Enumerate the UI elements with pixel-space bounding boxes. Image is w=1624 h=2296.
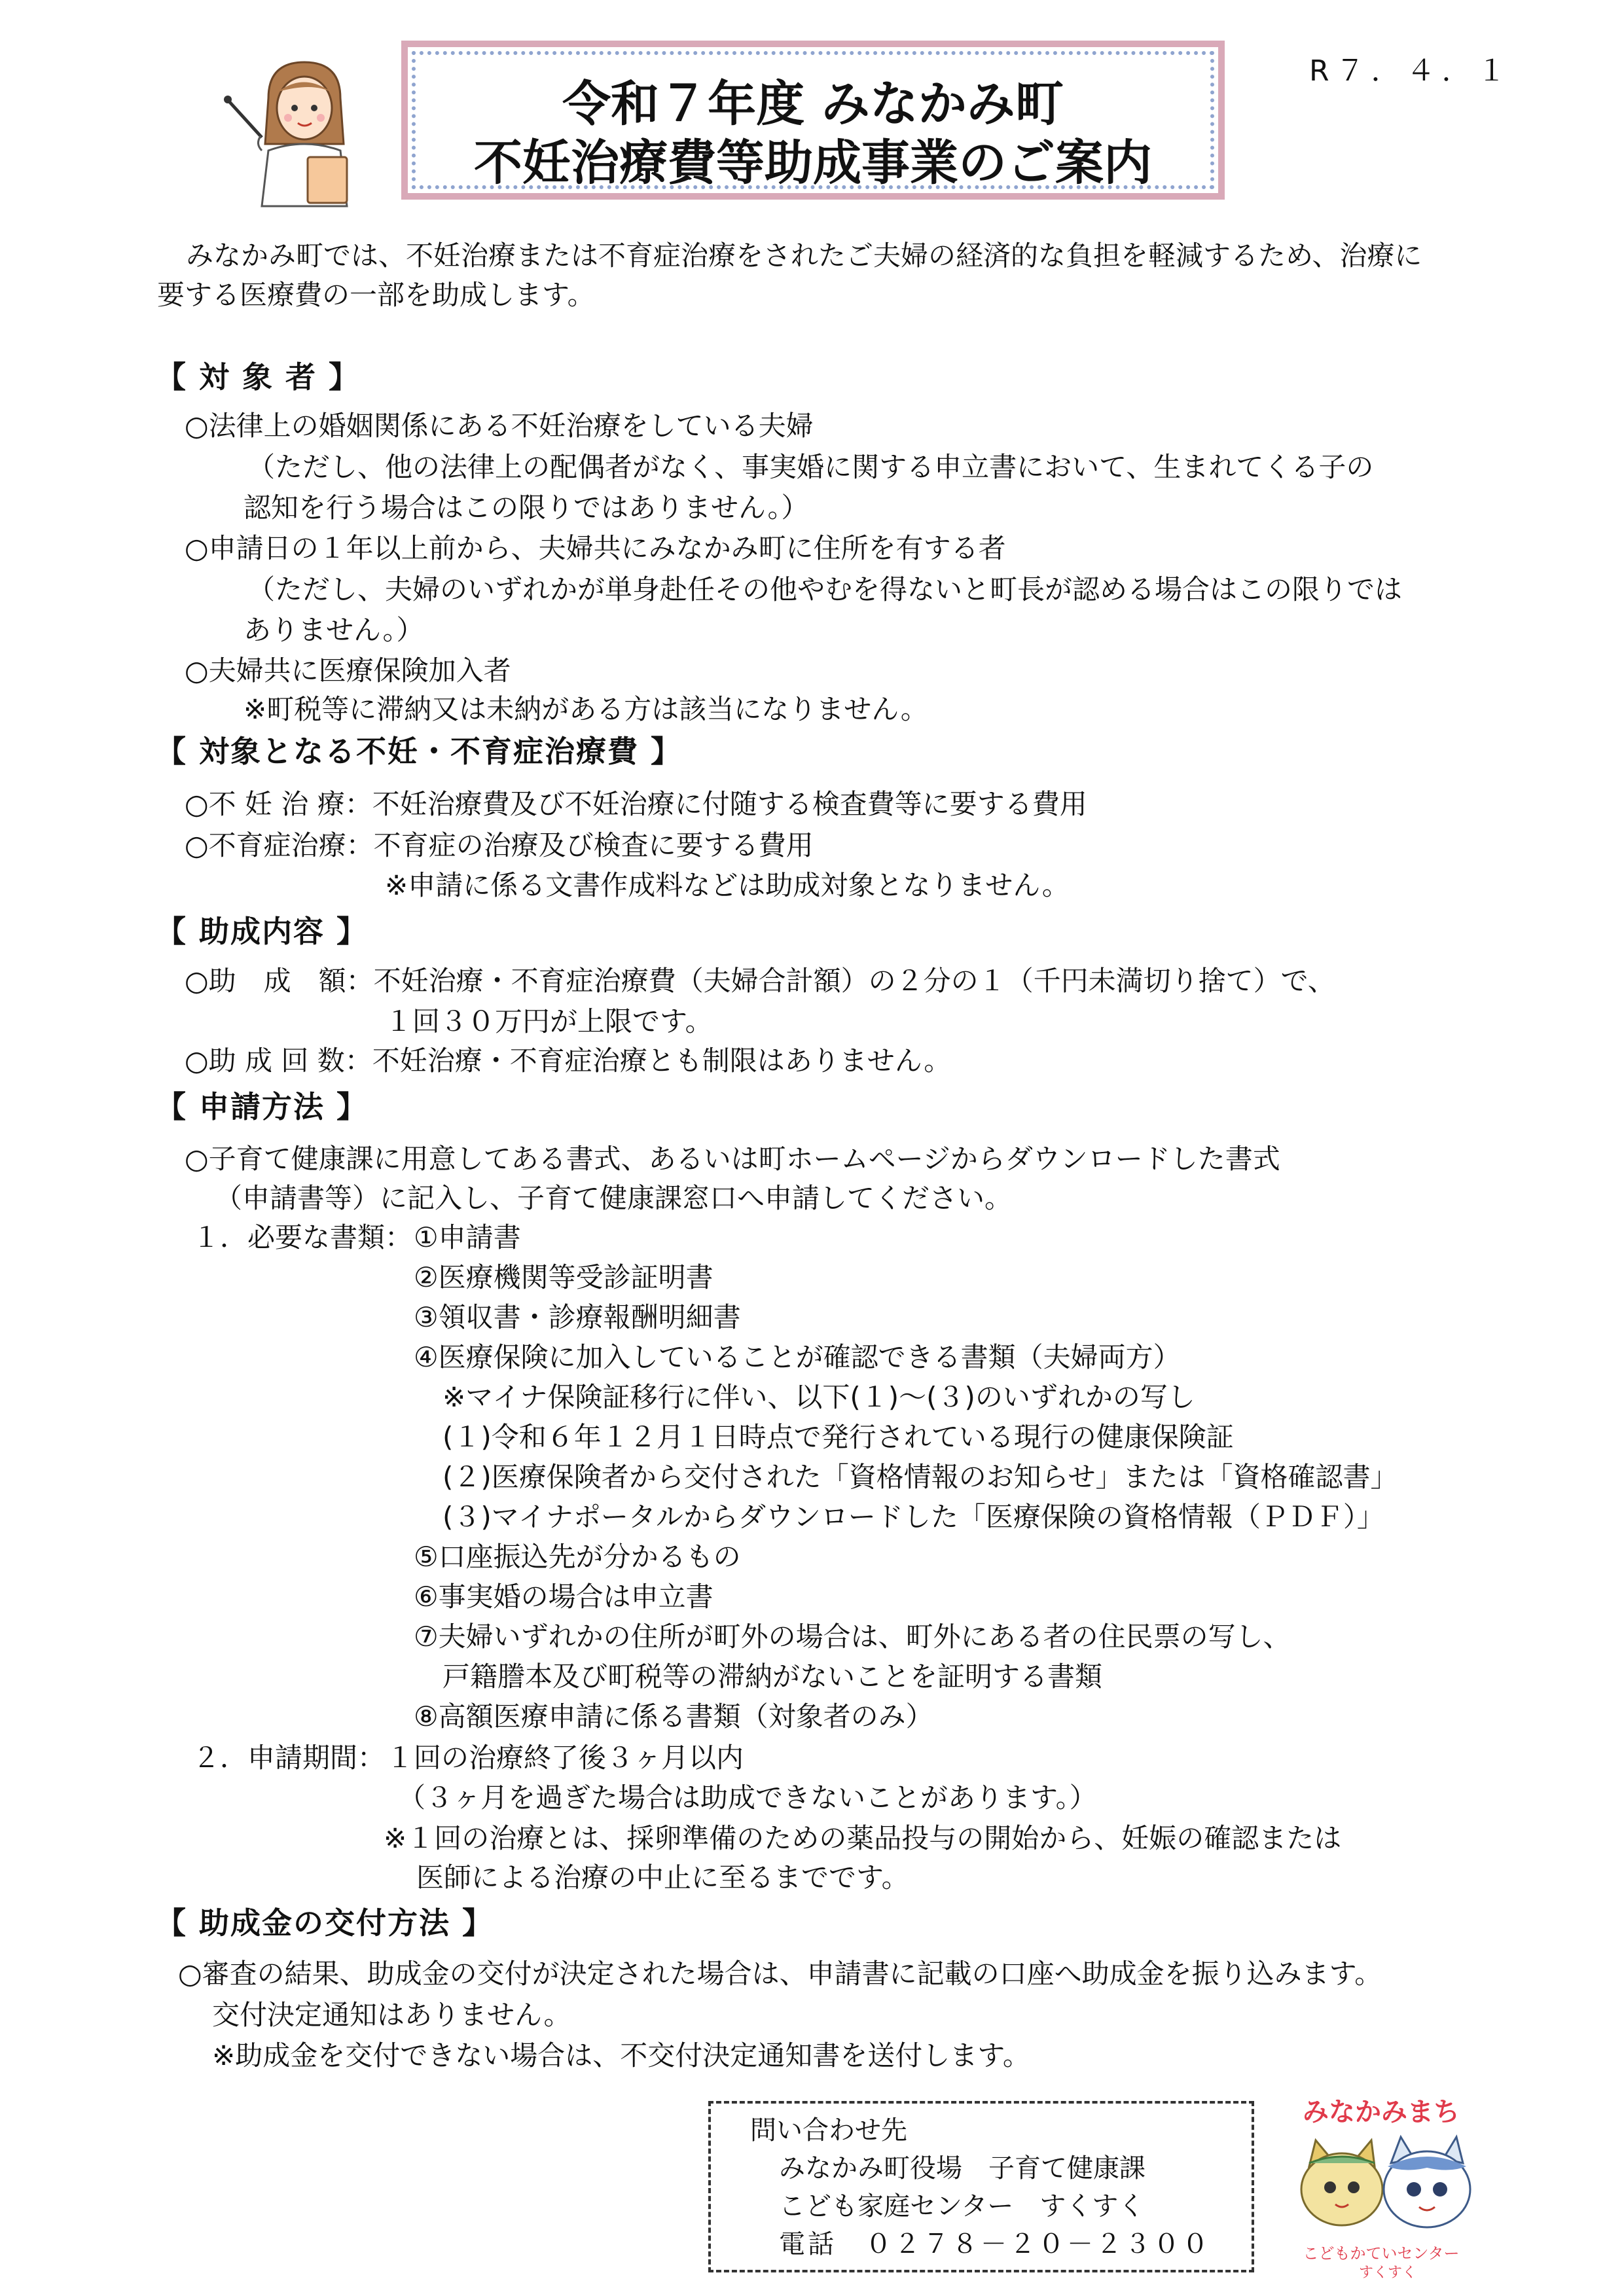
page-title-line2: 不妊治療費等助成事業のご案内 [474, 135, 1152, 191]
section-heading-apply: 【 申請方法 】 [156, 1089, 369, 1124]
page-title-line1: 令和７年度 みなかみ町 [562, 76, 1064, 132]
eligible-line: ○夫婦共に医療保険加入者 [185, 655, 511, 687]
section-heading-covered: 【 対象となる不妊・不育症治療費 】 [156, 734, 683, 769]
contact-box [708, 2101, 1254, 2272]
contact-label: 問い合わせ先 [750, 2115, 907, 2145]
docs-item: ②医療機関等受診証明書 [414, 1261, 713, 1293]
content-line: １回３０万円が上限です。 [385, 1005, 713, 1037]
issue-date: R７．４．１ [1309, 54, 1513, 88]
eligible-line: ○申請日の１年以上前から、夫婦共にみなかみ町に住所を有する者 [185, 532, 1006, 564]
logo-title: みなかみまち [1303, 2097, 1460, 2127]
period-note: 医師による治療の中止に至るまでです。 [416, 1861, 909, 1893]
intro-line-1: みなかみ町では、不妊治療または不育症治療をされたご夫婦の経済的な負担を軽減するため、治療に [186, 240, 1422, 272]
period-note: ※１回の治療とは、採卵準備のための薬品投与の開始から、妊娠の確認または [384, 1822, 1342, 1854]
docs-subitem: (１)令和６年１２月１日時点で発行されている現行の健康保険証 [442, 1421, 1234, 1453]
docs-item: ①申請書 [414, 1221, 521, 1253]
covered-line: ○不 妊 治 療：不妊治療費及び不妊治療に付随する検査費等に要する費用 [185, 788, 1087, 820]
period-value: １回の治療終了後３ヶ月以内 [386, 1742, 744, 1774]
content-line: ○助 成 回 数：不妊治療・不育症治療とも制限はありません。 [185, 1045, 952, 1077]
docs-item: ⑤口座振込先が分かるもの [414, 1541, 741, 1573]
content-line: ○助 成 額：不妊治療・不育症治療費（夫婦合計額）の２分の１（千円未満切り捨て）で、 [185, 965, 1335, 997]
eligible-line: （ただし、他の法律上の配偶者がなく、事実婚に関する申立書において、生まれてくる子の [247, 451, 1374, 483]
payment-line: ○審査の結果、助成金の交付が決定された場合は、申請書に記載の口座へ助成金を振り込みます。 [178, 1958, 1382, 1990]
contact-phone: 電話 ０２７８－２０－２３００ [779, 2229, 1211, 2259]
payment-line: ※助成金を交付できない場合は、不交付決定通知書を送付します。 [212, 2039, 1030, 2072]
section-heading-payment: 【 助成金の交付方法 】 [156, 1905, 494, 1941]
apply-line: ○子育て健康課に用意してある書式、あるいは町ホームページからダウンロードした書式 [185, 1143, 1280, 1175]
docs-subitem: (２)医療保険者から交付された「資格情報のお知らせ」または「資格確認書」 [442, 1461, 1398, 1493]
center-logo [1283, 2091, 1479, 2281]
payment-line: 交付決定通知はありません。 [212, 1999, 571, 2031]
docs-item: ④医療保険に加入していることが確認できる書類（夫婦両方） [414, 1341, 1181, 1373]
docs-note: ※マイナ保険証移行に伴い、以下(１)～(３)のいずれかの写し [442, 1381, 1195, 1413]
eligible-line: ※町税等に滞納又は未納がある方は該当になりません。 [244, 693, 928, 725]
docs-item: ⑧高額医療申請に係る書類（対象者のみ） [414, 1700, 933, 1732]
eligible-line: ○法律上の婚姻関係にある不妊治療をしている夫婦 [185, 410, 814, 442]
eligible-line: （ただし、夫婦のいずれかが単身赴任その他やむを得ないと町長が認める場合はこの限りでは [247, 573, 1403, 605]
docs-item-cont: 戸籍謄本及び町税等の滞納がないことを証明する書類 [442, 1660, 1103, 1693]
eligible-line: ありません。） [244, 614, 424, 646]
covered-line: ○不育症治療：不育症の治療及び検査に要する費用 [185, 829, 814, 861]
period-label: ２．申請期間： [192, 1742, 386, 1774]
section-heading-eligible: 【 対 象 者 】 [156, 359, 361, 395]
docs-label: １．必要な書類： [192, 1221, 413, 1253]
logo-subtitle: こどもかていセンター [1303, 2244, 1460, 2263]
docs-item: ⑦夫婦いずれかの住所が町外の場合は、町外にある者の住民票の写し、 [414, 1621, 1291, 1653]
mascot-cats-icon [1283, 2127, 1479, 2238]
covered-line: ※申請に係る文書作成料などは助成対象となりません。 [385, 869, 1070, 901]
logo-nickname: すくすく [1358, 2265, 1416, 2281]
intro-line-2: 要する医療費の一部を助成します。 [157, 279, 595, 311]
nurse-illustration [216, 52, 380, 209]
docs-subitem: (３)マイナポータルからダウンロードした「医療保険の資格情報（ＰＤＦ）」 [442, 1501, 1384, 1533]
eligible-line: 認知を行う場合はこの限りではありません。） [244, 492, 809, 524]
period-note: （３ヶ月を過ぎた場合は助成できないことがあります。） [398, 1782, 1097, 1814]
contact-center: こども家庭センター すくすく [779, 2191, 1145, 2221]
apply-line: （申請書等）に記入し、子育て健康課窓口へ申請してください。 [215, 1182, 1013, 1214]
section-heading-content: 【 助成内容 】 [156, 914, 369, 949]
docs-item: ③領収書・診療報酬明細書 [414, 1301, 741, 1333]
docs-item: ⑥事実婚の場合は申立書 [414, 1581, 713, 1613]
title-frame [401, 41, 1225, 200]
contact-office: みなかみ町役場 子育て健康課 [779, 2153, 1146, 2183]
